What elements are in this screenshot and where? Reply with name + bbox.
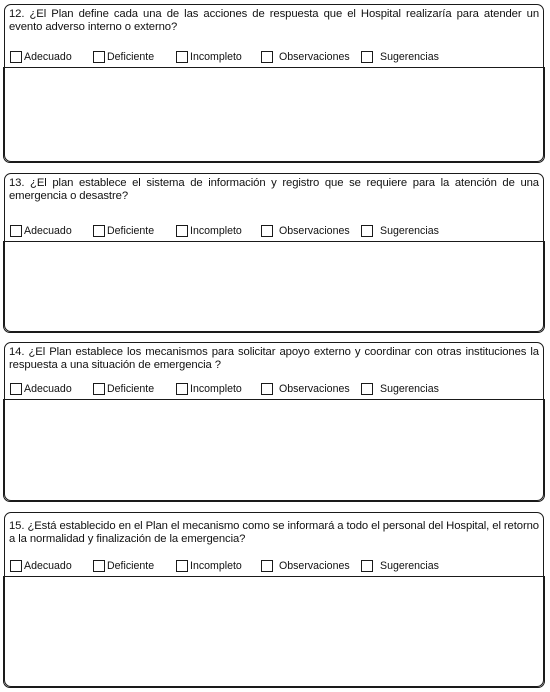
option-deficiente[interactable] <box>93 223 154 238</box>
rating-options <box>10 381 539 396</box>
option-label: Incompleto <box>190 224 242 237</box>
checkbox[interactable] <box>176 383 188 395</box>
option-adecuado[interactable] <box>10 558 72 573</box>
option-observaciones[interactable] <box>261 558 350 573</box>
question-text: 12. ¿El Plan define cada una de las acciones de respuesta que el Hospital realizaría para atender un evento adverso interno o externo? <box>9 8 539 33</box>
rating-options <box>10 223 539 238</box>
option-label: Sugerencias <box>380 559 439 572</box>
option-label: Sugerencias <box>380 382 439 395</box>
checkbox[interactable] <box>93 225 105 237</box>
checkbox[interactable] <box>176 51 188 63</box>
option-label: Observaciones <box>279 382 350 395</box>
option-label: Sugerencias <box>380 50 439 63</box>
option-adecuado[interactable] <box>10 49 72 64</box>
question-card-15 <box>4 512 544 687</box>
option-label: Incompleto <box>190 559 242 572</box>
checkbox[interactable] <box>361 51 373 63</box>
option-label: Adecuado <box>24 50 72 63</box>
option-label: Observaciones <box>279 559 350 572</box>
checkbox[interactable] <box>93 51 105 63</box>
checkbox[interactable] <box>261 51 273 63</box>
option-incompleto[interactable] <box>176 223 242 238</box>
option-label: Deficiente <box>107 382 155 395</box>
rating-options <box>10 49 539 64</box>
checkbox[interactable] <box>361 383 373 395</box>
checkbox[interactable] <box>261 383 273 395</box>
answer-textarea[interactable] <box>4 242 543 332</box>
question-card-13 <box>4 173 544 332</box>
option-label: Deficiente <box>107 559 155 572</box>
option-label: Adecuado <box>24 382 72 395</box>
option-label: Incompleto <box>190 50 242 63</box>
checkbox[interactable] <box>10 383 22 395</box>
checkbox[interactable] <box>10 560 22 572</box>
answer-textarea[interactable] <box>4 400 543 501</box>
answer-area <box>3 67 544 163</box>
checkbox[interactable] <box>93 560 105 572</box>
option-sugerencias[interactable] <box>361 381 439 396</box>
option-label: Observaciones <box>279 224 350 237</box>
option-label: Adecuado <box>24 559 72 572</box>
option-label: Deficiente <box>107 50 155 63</box>
option-sugerencias[interactable] <box>361 558 439 573</box>
option-incompleto[interactable] <box>176 49 242 64</box>
option-observaciones[interactable] <box>261 223 350 238</box>
checkbox[interactable] <box>93 383 105 395</box>
question-text: 14. ¿El Plan establece los mecanismos para solicitar apoyo externo y coordinar con otras instituciones la respuesta a una situación de emergencia ? <box>9 346 539 371</box>
option-observaciones[interactable] <box>261 49 350 64</box>
option-sugerencias[interactable] <box>361 223 439 238</box>
checkbox[interactable] <box>176 560 188 572</box>
option-deficiente[interactable] <box>93 381 154 396</box>
answer-textarea[interactable] <box>4 577 543 687</box>
option-label: Adecuado <box>24 224 72 237</box>
checkbox[interactable] <box>261 225 273 237</box>
question-text: 13. ¿El plan establece el sistema de información y registro que se requiere para la atención de una emergencia o desastre? <box>9 177 539 202</box>
option-adecuado[interactable] <box>10 223 72 238</box>
option-incompleto[interactable] <box>176 381 242 396</box>
checkbox[interactable] <box>261 560 273 572</box>
rating-options <box>10 558 539 573</box>
checkbox[interactable] <box>361 225 373 237</box>
option-incompleto[interactable] <box>176 558 242 573</box>
option-adecuado[interactable] <box>10 381 72 396</box>
option-observaciones[interactable] <box>261 381 350 396</box>
question-text: 15. ¿Está establecido en el Plan el mecanismo como se informará a todo el personal del Hospital, el retorno a la normalidad y finalización de la emergencia? <box>9 520 539 545</box>
option-label: Sugerencias <box>380 224 439 237</box>
checkbox[interactable] <box>10 51 22 63</box>
answer-area <box>3 399 544 502</box>
checkbox[interactable] <box>10 225 22 237</box>
question-card-12 <box>4 4 544 162</box>
checkbox[interactable] <box>361 560 373 572</box>
option-deficiente[interactable] <box>93 558 154 573</box>
option-deficiente[interactable] <box>93 49 154 64</box>
option-label: Incompleto <box>190 382 242 395</box>
answer-textarea[interactable] <box>4 68 543 162</box>
answer-area <box>3 241 544 333</box>
option-sugerencias[interactable] <box>361 49 439 64</box>
option-label: Deficiente <box>107 224 155 237</box>
question-card-14 <box>4 342 544 501</box>
checkbox[interactable] <box>176 225 188 237</box>
answer-area <box>3 576 544 688</box>
option-label: Observaciones <box>279 50 350 63</box>
